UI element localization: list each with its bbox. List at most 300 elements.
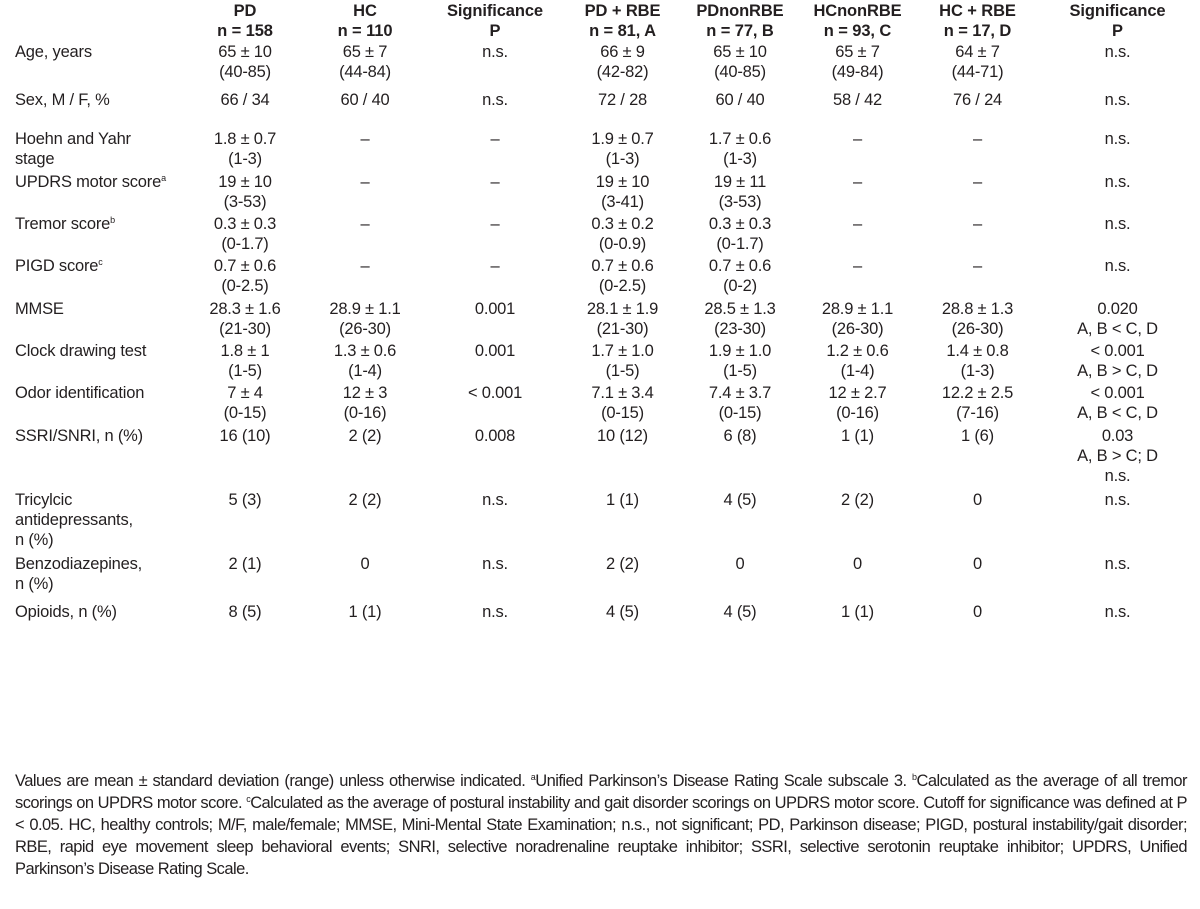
cell-text: 58 / 42 — [832, 91, 883, 109]
cell-text: 64 ± 7 — [955, 43, 1000, 61]
table-cell — [300, 129, 430, 172]
table-cell — [560, 214, 685, 256]
table-cell — [920, 341, 1035, 383]
row-label-text: MMSE — [15, 300, 64, 318]
table-footnote — [15, 770, 1187, 880]
cell-text: 1 (6) — [961, 427, 994, 445]
cell-text: n.s. — [1104, 173, 1131, 191]
cell-text: (7-16) — [956, 404, 999, 422]
column-header — [190, 0, 300, 42]
cell-text: (0-2.5) — [221, 277, 269, 295]
cell-text: 1.8 ± 0.7 — [213, 130, 277, 148]
footnote-marker: a — [161, 173, 166, 183]
cell-text: – — [490, 257, 500, 275]
table-cell — [795, 383, 920, 426]
cell-text: A, B > C, D — [1077, 362, 1158, 380]
table-cell — [1035, 554, 1200, 602]
table-cell — [430, 383, 560, 426]
cell-text: (0-15) — [718, 404, 762, 422]
cell-text: – — [360, 215, 370, 233]
table-cell — [685, 90, 795, 129]
cell-text: 28.9 ± 1.1 — [329, 300, 401, 318]
table-cell — [1035, 426, 1200, 490]
cell-text: 0.7 ± 0.6 — [591, 257, 654, 275]
cell-text: – — [360, 257, 370, 275]
table-row — [0, 490, 1200, 554]
cell-text: 10 (12) — [597, 427, 648, 445]
row-label-text: n (%) — [15, 531, 54, 549]
table-cell — [560, 426, 685, 490]
cell-text: 65 ± 7 — [342, 43, 388, 61]
cell-text: 65 ± 7 — [835, 43, 880, 61]
cell-text: 1 (1) — [841, 603, 874, 621]
row-label-text: PIGD score — [15, 257, 99, 275]
row-label-text: Odor identification — [15, 384, 145, 402]
row-label — [0, 299, 190, 341]
cell-text: 0 — [973, 491, 982, 509]
cell-text: < 0.001 — [1090, 384, 1145, 402]
table-cell — [560, 172, 685, 214]
header-row — [0, 0, 1200, 42]
table-cell — [190, 256, 300, 299]
table-cell — [430, 341, 560, 383]
row-label — [0, 602, 190, 644]
row-label — [0, 42, 190, 90]
cell-text: n.s. — [1104, 257, 1131, 275]
row-label-text: Hoehn and Yahr — [15, 130, 131, 148]
table-cell — [190, 426, 300, 490]
table-cell — [795, 256, 920, 299]
cell-text: n.s. — [1104, 467, 1131, 485]
cell-text: 0.3 ± 0.3 — [213, 215, 277, 233]
column-header — [920, 0, 1035, 42]
table-row — [0, 256, 1200, 299]
cell-text: (1-4) — [348, 362, 382, 380]
table-cell — [795, 42, 920, 90]
cell-text: n.s. — [1104, 91, 1131, 109]
table-cell — [560, 554, 685, 602]
row-label — [0, 341, 190, 383]
table-cell — [430, 299, 560, 341]
table-cell — [560, 90, 685, 129]
cell-text: 0.3 ± 0.3 — [708, 215, 772, 233]
table-cell — [190, 554, 300, 602]
column-header-text: n = 17, D — [943, 22, 1012, 40]
table-cell — [1035, 172, 1200, 214]
table-cell — [685, 490, 795, 554]
column-header-text: Significance — [1069, 2, 1166, 20]
table-cell — [685, 129, 795, 172]
row-label-text: Tricylcic — [15, 491, 73, 509]
column-header-text: n = 110 — [337, 22, 393, 40]
row-label-text: stage — [15, 150, 55, 168]
table-cell — [795, 214, 920, 256]
footnote-text: Calculated as the average of postural instability and gait disorder scorings on UPDRS motor score. Cutoff for significance was defined at P < 0.05. HC, healthy controls; M/F, male/female; MMSE, Mini-Mental State Examination; n.s., not significant; PD, Parkinson disease; PIGD, postural instability/gait disorder; RBE, rapid eye movement sleep behavioral events; SNRI, selective noradrenaline reuptake inhibitor; SSRI, selective serotonin reuptake inhibitor; UPDRS, Unified Parkinson’s Disease Rating Scale. — [15, 794, 1188, 878]
cell-text: – — [973, 257, 982, 275]
row-label — [0, 256, 190, 299]
row-label — [0, 172, 190, 214]
cell-text: 76 / 24 — [952, 91, 1003, 109]
cell-text: 0.020 — [1097, 300, 1138, 318]
table-cell — [1035, 299, 1200, 341]
table-cell — [300, 172, 430, 214]
cell-text: (1-5) — [605, 362, 640, 380]
cell-text: 0.7 ± 0.6 — [708, 257, 772, 275]
row-label — [0, 129, 190, 172]
column-header-text: n = 81, A — [589, 22, 656, 40]
table-cell — [430, 256, 560, 299]
table-cell — [300, 602, 430, 644]
column-header-text: HC — [353, 2, 377, 20]
footnote-marker: b — [110, 215, 115, 225]
table-cell — [300, 341, 430, 383]
table-cell — [920, 256, 1035, 299]
footnote-marker-c: c — [246, 794, 251, 804]
table-cell — [190, 90, 300, 129]
table-cell — [190, 129, 300, 172]
column-header-text: Significance — [447, 2, 543, 20]
cell-text: 7.1 ± 3.4 — [591, 384, 654, 402]
cell-text: 4 (5) — [723, 491, 757, 509]
column-header — [300, 0, 430, 42]
cell-text: n.s. — [482, 91, 508, 109]
cell-text: n.s. — [482, 43, 508, 61]
cell-text: (44-84) — [339, 63, 391, 81]
row-label — [0, 90, 190, 129]
cell-text: 28.9 ± 1.1 — [821, 300, 894, 318]
cell-text: < 0.001 — [467, 384, 523, 402]
cell-text: (0-2.5) — [598, 277, 647, 295]
cell-text: 28.8 ± 1.3 — [941, 300, 1014, 318]
table-cell — [795, 299, 920, 341]
table-cell — [1035, 42, 1200, 90]
column-header-text: PDnonRBE — [696, 2, 784, 20]
cell-text: 16 (10) — [219, 427, 271, 445]
table-cell — [560, 490, 685, 554]
header-blank — [0, 0, 190, 42]
column-header — [430, 0, 560, 42]
column-header-text: n = 158 — [217, 22, 273, 40]
column-header-text: P — [1112, 22, 1123, 40]
table-cell — [795, 172, 920, 214]
table-cell — [920, 426, 1035, 490]
cell-text: – — [853, 173, 862, 191]
table-row — [0, 602, 1200, 644]
table-cell — [920, 90, 1035, 129]
cell-text: 2 (2) — [348, 427, 382, 445]
table-cell — [430, 129, 560, 172]
cell-text: A, B < C, D — [1077, 404, 1158, 422]
cell-text: 0 — [973, 603, 982, 621]
table-cell — [1035, 129, 1200, 172]
table-cell — [430, 214, 560, 256]
table-cell — [685, 383, 795, 426]
cell-text: 66 ± 9 — [600, 43, 645, 61]
cell-text: 4 (5) — [606, 603, 639, 621]
cell-text: 7 ± 4 — [227, 384, 263, 402]
cell-text: 1.4 ± 0.8 — [946, 342, 1009, 360]
cell-text: 2 (1) — [228, 555, 262, 573]
table-cell — [560, 42, 685, 90]
row-label — [0, 214, 190, 256]
cell-text: n.s. — [482, 491, 508, 509]
cell-text: 0 — [735, 555, 745, 573]
cell-text: (40-85) — [219, 63, 271, 81]
cell-text: 4 (5) — [723, 603, 757, 621]
table-cell — [1035, 383, 1200, 426]
cell-text: – — [853, 130, 862, 148]
column-header — [685, 0, 795, 42]
table-cell — [190, 42, 300, 90]
table-cell — [300, 214, 430, 256]
table-cell — [795, 426, 920, 490]
cell-text: (40-85) — [714, 63, 766, 81]
table-cell — [190, 299, 300, 341]
table-cell — [300, 299, 430, 341]
table-cell — [300, 554, 430, 602]
cell-text: 19 ± 10 — [595, 173, 650, 191]
table-cell — [300, 490, 430, 554]
table-cell — [920, 299, 1035, 341]
table-row — [0, 90, 1200, 129]
cell-text: 1.3 ± 0.6 — [333, 342, 397, 360]
cell-text: 19 ± 10 — [218, 173, 272, 191]
table-cell — [795, 490, 920, 554]
table-cell — [1035, 214, 1200, 256]
table-cell — [795, 602, 920, 644]
cell-text: n.s. — [482, 555, 508, 573]
table-cell — [920, 602, 1035, 644]
cell-text: 8 (5) — [228, 603, 262, 621]
cell-text: (3-53) — [718, 193, 762, 211]
cell-text: 65 ± 10 — [713, 43, 767, 61]
table-cell — [920, 214, 1035, 256]
table-cell — [685, 214, 795, 256]
cell-text: (49-84) — [831, 63, 884, 81]
table-cell — [1035, 90, 1200, 129]
cell-text: 1.7 ± 0.6 — [708, 130, 772, 148]
row-label-text: Sex, M / F, % — [15, 91, 110, 109]
table-cell — [190, 214, 300, 256]
cell-text: 1 (1) — [606, 491, 639, 509]
cell-text: – — [490, 173, 500, 191]
cell-text: (0-15) — [223, 404, 267, 422]
column-header-text: HC + RBE — [939, 2, 1016, 20]
cell-text: n.s. — [1104, 130, 1131, 148]
cell-text: 28.3 ± 1.6 — [209, 300, 281, 318]
table-cell — [920, 383, 1035, 426]
cell-text: 1 (1) — [841, 427, 874, 445]
table-cell — [685, 299, 795, 341]
cell-text: (26-30) — [831, 320, 884, 338]
cell-text: (1-4) — [840, 362, 875, 380]
table-cell — [685, 554, 795, 602]
column-header — [560, 0, 685, 42]
cell-text: 5 (3) — [228, 491, 262, 509]
cell-text: (21-30) — [596, 320, 649, 338]
footnote-marker-b: b — [912, 772, 917, 782]
table-row — [0, 426, 1200, 490]
table-body — [0, 42, 1200, 644]
cell-text: 66 / 34 — [220, 91, 270, 109]
table-cell — [1035, 341, 1200, 383]
footnote-text: Values are mean ± standard deviation (range) unless otherwise indicated. — [15, 772, 531, 790]
cell-text: 1.7 ± 1.0 — [591, 342, 654, 360]
cell-text: 19 ± 11 — [713, 173, 767, 191]
cell-text: (44-71) — [951, 63, 1004, 81]
table-cell — [795, 341, 920, 383]
table-cell — [300, 42, 430, 90]
cell-text: – — [853, 257, 862, 275]
table-cell — [920, 129, 1035, 172]
table-row — [0, 172, 1200, 214]
cell-text: (1-5) — [723, 362, 757, 380]
cell-text: 1.9 ± 1.0 — [708, 342, 772, 360]
table-cell — [300, 383, 430, 426]
cell-text: (3-41) — [601, 193, 644, 211]
table-row — [0, 554, 1200, 602]
footnote-marker-a: a — [530, 772, 536, 782]
table-cell — [430, 42, 560, 90]
cell-text: – — [490, 130, 500, 148]
table-cell — [920, 172, 1035, 214]
cell-text: n.s. — [1104, 215, 1131, 233]
cell-text: (0-2) — [723, 277, 757, 295]
cell-text: (3-53) — [223, 193, 267, 211]
cell-text: 7.4 ± 3.7 — [708, 384, 772, 402]
cell-text: 65 ± 10 — [218, 43, 272, 61]
footnote-text: Calculated as the average of all tremor scorings on UPDRS motor score. — [15, 772, 1187, 812]
table-cell — [560, 341, 685, 383]
table-cell — [300, 426, 430, 490]
cell-text: 0.008 — [474, 427, 516, 445]
table-row — [0, 299, 1200, 341]
table-cell — [685, 172, 795, 214]
table-cell — [685, 256, 795, 299]
row-label-text: n (%) — [15, 575, 54, 593]
column-header-text: PD — [233, 2, 257, 20]
table-cell — [430, 172, 560, 214]
cell-text: 1.2 ± 0.6 — [826, 342, 889, 360]
cell-text: n.s. — [1104, 43, 1131, 61]
table-cell — [920, 554, 1035, 602]
table-cell — [190, 383, 300, 426]
cell-text: (1-3) — [605, 150, 640, 168]
row-label-text: Tremor score — [15, 215, 111, 233]
row-label — [0, 554, 190, 602]
row-label — [0, 490, 190, 554]
cell-text: 0.3 ± 0.2 — [591, 215, 654, 233]
cell-text: 2 (2) — [841, 491, 874, 509]
column-header — [795, 0, 920, 42]
cell-text: (0-1.7) — [716, 235, 764, 253]
table-cell — [795, 554, 920, 602]
cell-text: – — [360, 130, 370, 148]
row-label — [0, 383, 190, 426]
cell-text: 1.8 ± 1 — [220, 342, 270, 360]
column-header — [1035, 0, 1200, 42]
column-header-text: PD + RBE — [584, 2, 661, 20]
row-label — [0, 426, 190, 490]
table-cell — [1035, 490, 1200, 554]
table-cell — [190, 341, 300, 383]
footnote-text: Unified Parkinson’s Disease Rating Scale subscale 3. — [535, 772, 912, 790]
cell-text: – — [853, 215, 862, 233]
cell-text: 28.5 ± 1.3 — [704, 300, 776, 318]
cell-text: – — [360, 173, 370, 191]
column-header-text: P — [489, 22, 501, 40]
table-cell — [560, 129, 685, 172]
table-cell — [430, 490, 560, 554]
table-cell — [560, 256, 685, 299]
cell-text: n.s. — [482, 603, 508, 621]
cell-text: (23-30) — [714, 320, 766, 338]
cell-text: 0.001 — [474, 342, 516, 360]
row-label-text: Benzodiazepines, — [15, 555, 143, 573]
cell-text: – — [973, 130, 982, 148]
cell-text: 1 (1) — [348, 603, 382, 621]
cell-text: 0 — [360, 555, 370, 573]
cell-text: 1.9 ± 0.7 — [591, 130, 654, 148]
column-header-text: HCnonRBE — [813, 2, 902, 20]
cell-text: 0 — [973, 555, 982, 573]
cell-text: (1-3) — [228, 150, 262, 168]
row-label-text: Clock drawing test — [15, 342, 147, 360]
row-label-text: Opioids, n (%) — [15, 603, 117, 621]
table-cell — [685, 426, 795, 490]
table-cell — [430, 554, 560, 602]
cell-text: 12.2 ± 2.5 — [941, 384, 1014, 402]
cell-text: 2 (2) — [348, 491, 382, 509]
cell-text: 60 / 40 — [715, 91, 765, 109]
cell-text: 0.001 — [474, 300, 516, 318]
cell-text: 72 / 28 — [597, 91, 648, 109]
table-cell — [920, 42, 1035, 90]
cell-text: 6 (8) — [723, 427, 757, 445]
table-row — [0, 214, 1200, 256]
table-cell — [1035, 602, 1200, 644]
cell-text: A, B > C; D — [1077, 447, 1158, 465]
table-cell — [190, 172, 300, 214]
table-cell — [190, 602, 300, 644]
table-cell — [560, 299, 685, 341]
cell-text: < 0.001 — [1090, 342, 1145, 360]
cell-text: (1-3) — [960, 362, 995, 380]
cell-text: n.s. — [1104, 603, 1131, 621]
row-label-text: UPDRS motor score — [15, 173, 162, 191]
cell-text: 12 ± 3 — [342, 384, 388, 402]
cell-text: A, B < C, D — [1077, 320, 1158, 338]
table-cell — [795, 90, 920, 129]
cell-text: 0 — [853, 555, 862, 573]
table-cell — [560, 602, 685, 644]
row-label-text: Age, years — [15, 43, 92, 61]
table-cell — [560, 383, 685, 426]
column-header-text: n = 93, C — [823, 22, 892, 40]
table-cell — [430, 602, 560, 644]
cell-text: 28.1 ± 1.9 — [586, 300, 659, 318]
cell-text: 0.7 ± 0.6 — [213, 257, 277, 275]
row-label-text: antidepressants, — [15, 511, 133, 529]
cell-text: – — [973, 173, 982, 191]
table-header — [0, 0, 1200, 42]
table-cell — [685, 42, 795, 90]
cell-text: 0.03 — [1101, 427, 1134, 445]
table-row — [0, 341, 1200, 383]
table-cell — [300, 256, 430, 299]
footnote-marker: c — [98, 257, 103, 267]
table-cell — [430, 426, 560, 490]
